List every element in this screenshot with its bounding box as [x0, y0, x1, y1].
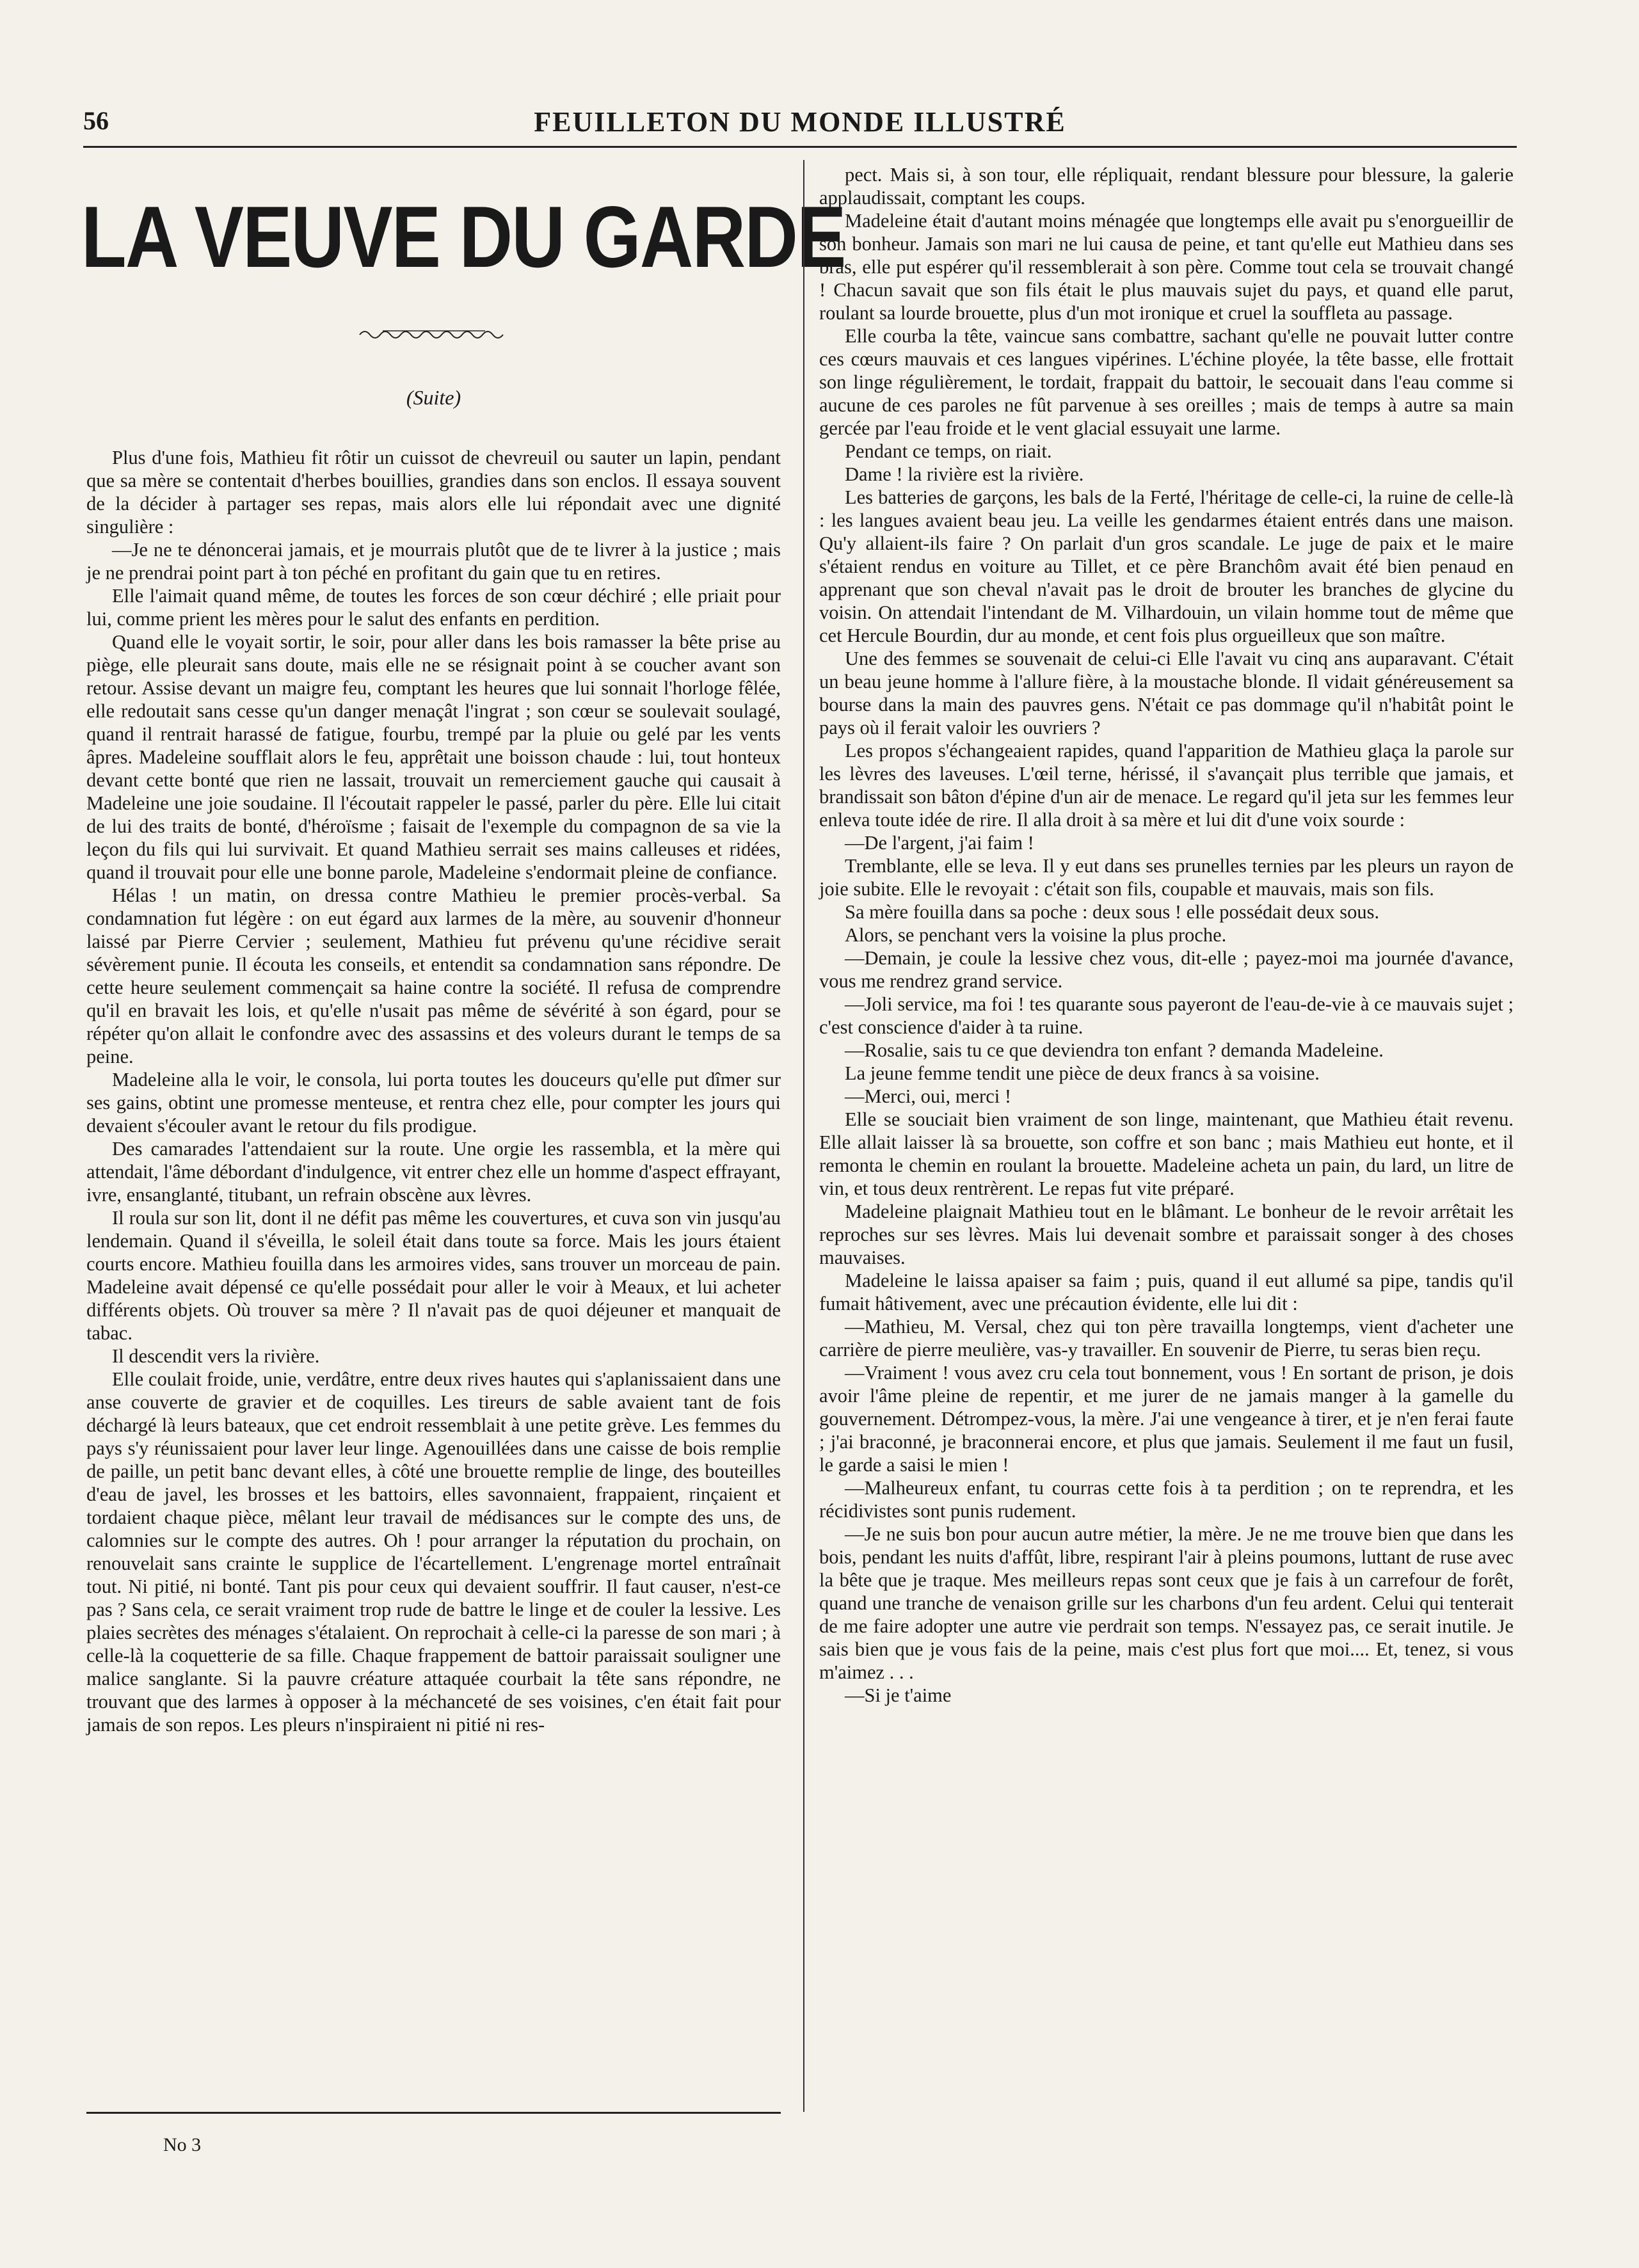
paragraph: Il descendit vers la rivière. — [112, 1345, 320, 1367]
story-title: LA VEUVE DU GARDE — [81, 188, 845, 285]
paragraph: —Mathieu, M. Versal, chez qui ton père travailla longtemps, vient d'acheter une carrière de pierre meulière, vas-y travailler. En souvenir de Pierre, tu seras bien reçu. — [819, 1316, 1514, 1361]
paragraph: Sa mère fouilla dans sa poche : deux sous ! elle possédait deux sous. — [845, 901, 1380, 923]
paragraph: —Vraiment ! vous avez cru cela tout bonnement, vous ! En sortant de prison, je dois avoir l'âme pleine de repentir, et me jurer de ne jamais manger à la gamelle du gouvernement. Détrompez-vous, la mère. J'ai une vengeance à tirer, et je n'en ferai faute ; j'ai braconné, je braconnerai encore, et plus que jamais. Seulement il me faut un fusil, le garde a saisi le mien ! — [819, 1362, 1514, 1476]
paragraph: Hélas ! un matin, on dressa contre Mathieu le premier procès-verbal. Sa condamnation fut légère : on eut égard aux larmes de la mère, au souvenir d'honneur laissé par Pierre Cervier ; seulement, Mathieu fut prévenu qu'une récidive serait sévèrement punie. Il écouta les conseils, et entendit sa condamnation sans répondre. De cette heure seulement commençait sa haine contre la société. Il refusa de comprendre qu'il en bravait les lois, et qu'elle n'usait pas même de sévérité à son égard, pour se répéter qu'on allait le confondre avec des assassins et des voleurs durant le temps de sa peine. — [86, 884, 781, 1067]
paragraph: Des camarades l'attendaient sur la route. Une orgie les rassembla, et la mère qui attendait, l'âme débordant d'indulgence, vit entrer chez elle un homme d'aspect effrayant, ivre, ensanglanté, titubant, un refrain obscène aux lèvres. — [86, 1138, 781, 1206]
paragraph: —De l'argent, j'ai faim ! — [845, 832, 1034, 854]
paragraph: —Si je t'aime — [845, 1684, 952, 1706]
paragraph: Madeleine le laissa apaiser sa faim ; puis, quand il eut allumé sa pipe, tandis qu'il fumait hâtivement, avec une précaution évidente, elle lui dit : — [819, 1270, 1514, 1314]
page-header — [83, 106, 1517, 144]
paragraph: —Demain, je coule la lessive chez vous, dit-elle ; payez-moi ma journée d'avance, vous me rendrez grand service. — [819, 947, 1514, 992]
paragraph: —Merci, oui, merci ! — [845, 1085, 1012, 1107]
paragraph: Quand elle le voyait sortir, le soir, pour aller dans les bois ramasser la bête prise au piège, elle pleurait sans doute, mais elle ne se résignait point à se coucher avant son retour. Assise devant un maigre feu, comptant les heures que lui sonnait l'horloge fêlée, elle redoutait sans cesse qu'un danger menaçât l'ingrat ; son cœur se soulevait soulagé, quand il rentrait harassé de fatigue, fourbu, trempé par la pluie ou gelé par les vents âpres. Madeleine soufflait alors le feu, apprêtait une boisson chaude : lui, tout honteux devant cette bonté que rien ne lassait, trouvait un remerciement gauche qui causait à Madeleine une joie soudaine. Il l'écoutait rappeler le passé, parler du père. Elle lui citait de lui des traits de bonté, d'héroïsme ; faisait de l'exemple du compagnon de sa vie la leçon du fils qui lui survivait. Et quand Mathieu serrait ses mains calleuses et ridées, quand il trouvait pour elle une bonne parole, Madeleine s'endormait pleine de confiance. — [86, 631, 781, 883]
paragraph: Plus d'une fois, Mathieu fit rôtir un cuissot de chevreuil ou sauter un lapin, pendant que sa mère se contentait d'herbes bouillies, grandies dans son enclos. Il essaya souvent de la décider à partager ses repas, mais alors elle lui répondait avec une dignité singulière : — [86, 447, 781, 538]
header-rule — [83, 146, 1517, 148]
paragraph: Pendant ce temps, on riait. — [845, 440, 1052, 462]
paragraph: Il roula sur son lit, dont il ne défit pas même les couvertures, et cuva son vin jusqu'au lendemain. Quand il s'éveilla, le soleil était dans toute sa force. Mais les jours étaient courts encore. Mathieu fouilla dans les armoires vides, sans trouver un morceau de pain. Madeleine avait dépensé ce qu'elle possédait pour aller le voir à Meaux, et lui acheter différents objets. Où trouver sa mère ? Il n'avait pas de quoi déjeuner et manquait de tabac. — [86, 1207, 781, 1344]
right-column-body — [819, 163, 1514, 1707]
paragraph: —Joli service, ma foi ! tes quarante sous payeront de l'eau-de-vie à ce mauvais sujet ; c'est conscience d'aider à ta ruine. — [819, 993, 1514, 1038]
paragraph: La jeune femme tendit une pièce de deux francs à sa voisine. — [845, 1062, 1320, 1084]
page-number: 56 — [83, 106, 109, 135]
paragraph: Tremblante, elle se leva. Il y eut dans ses prunelles ternies par les pleurs un rayon de joie subite. Elle le revoyait : c'était son fils, coupable et mauvais, mais son fils. — [819, 855, 1514, 900]
paragraph: Elle se souciait bien vraiment de son linge, maintenant, que Mathieu était revenu. Elle allait laisser là sa brouette, son coffre et son banc ; mais Mathieu eut honte, et il remonta le chemin en roulant la brouette. Madeleine acheta un pain, du lard, un litre de vin, et tous deux rentrèrent. Le repas fut vite préparé. — [819, 1108, 1514, 1199]
paragraph: —Rosalie, sais tu ce que deviendra ton enfant ? demanda Madeleine. — [845, 1039, 1384, 1061]
paragraph: pect. Mais si, à son tour, elle répliquait, rendant blessure pour blessure, la galerie applaudissait, comptant les coups. — [819, 164, 1514, 209]
paragraph: Madeleine était d'autant moins ménagée que longtemps elle avait pu s'enorgueillir de son bonheur. Jamais son mari ne lui causa de peine, et tant qu'elle eut Mathieu dans ses bras, elle put espérer qu'il ressemblerait à son père. Comme tout cela se trouvait changé ! Chacun savait que son fils était le plus mauvais sujet du pays, et quand elle parut, roulant sa lourde brouette, plus d'un mot ironique et cruel la souffleta au passage. — [819, 210, 1514, 324]
running-title: FEUILLETON DU MONDE ILLUSTRÉ — [534, 106, 1066, 138]
paragraph: —Je ne te dénoncerai jamais, et je mourrais plutôt que de te livrer à la justice ; mais je ne prendrai point part à ton péché en profitant du gain que tu en retires. — [86, 539, 781, 584]
paragraph: —Je ne suis bon pour aucun autre métier, la mère. Je ne me trouve bien que dans les bois, pendant les nuits d'affût, libre, respirant l'air à pleins poumons, luttant de ruse avec la bête que je traque. Mes meilleurs repas sont ceux que je fais à un carrefour de forêt, quand une tranche de venaison grille sur les charbons d'un feu ardent. Celui qui tenterait de me faire adopter une autre vie perdrait son temps. N'essayez pas, ce serait inutile. Je sais bien que je vous fais de la peine, mais c'est plus fort que moi.... Et, tenez, si vous m'aimez . . . — [819, 1523, 1514, 1683]
left-column — [81, 163, 845, 1736]
paragraph: Une des femmes se souvenait de celui-ci Elle l'avait vu cinq ans auparavant. C'était un beau jeune homme à l'allure fière, à la moustache blonde. Il vidait généreusement sa bourse dans la main des pauvres gens. N'était ce pas dommage qu'il n'habitât point le pays où il ferait valoir les ouvriers ? — [819, 648, 1514, 739]
continued-label: (Suite) — [406, 386, 461, 409]
column-divider — [803, 160, 804, 2112]
ornamental-flourish — [357, 323, 511, 340]
paragraph: Elle courba la tête, vaincue sans combattre, sachant qu'elle ne pouvait lutter contre ces cœurs mauvais et ces langues vipérines. L'échine ployée, la tête basse, elle frottait son linge régulièrement, le tordait, frappait du battoir, le secouait dans l'eau comme si aucune de ces paroles ne fût parvenue à ses oreilles ; mais de temps à autre sa main gercée par l'eau froide et le vent glacial essuyait une larme. — [819, 325, 1514, 439]
footer-rule — [86, 2112, 781, 2114]
paragraph: Les batteries de garçons, les bals de la Ferté, l'héritage de celle-ci, la ruine de celle-là : les langues avaient beau jeu. La veille les gendarmes étaient entrés dans une maison. Qu'y allaient-ils faire ? On parlait d'un gros scandale. Le juge de paix et le maire s'étaient rendus en voiture au Tillet, et ce père Branchôm avait été bien penaud en apprenant que son cheval n'avait pas le droit de brouter les branches de glycine du voisin. On attendait l'intendant de M. Vilhardouin, un vilain homme tout de même que cet Hercule Bourdin, dur au monde, et cent fois plus orgueilleux que son maître. — [819, 486, 1514, 646]
left-column-body — [86, 446, 781, 1736]
paragraph: Madeleine plaignait Mathieu tout en le blâmant. Le bonheur de le revoir arrêtait les reproches sur ses lèvres. Mais lui devenait sombre et paraissait songer à des choses mauvaises. — [819, 1201, 1514, 1268]
paragraph: Elle coulait froide, unie, verdâtre, entre deux rives hautes qui s'aplanissaient dans une anse couverte de gravier et de coquilles. Les tireurs de sable avaient tant de fois déchargé là leurs bateaux, que cet endroit ressemblait à une petite grève. Les femmes du pays s'y réunissaient pour laver leur linge. Agenouillées dans une caisse de bois remplie de paille, un petit banc devant elles, à côté une brouette remplie de linge, des bouteilles d'eau de javel, les brosses et les battoirs, elles savonnaient, frappaient, rinçaient et tordaient chaque pièce, mêlant leur travail de médisances sur le compte des uns, de calomnies sur le compte des autres. Oh ! pour arranger la réputation du prochain, on renouvelait sans crainte le supplice de l'écartellement. L'engrenage mortel entraînait tout. Ni pitié, ni bonté. Tant pis pour ceux qui devaient souffrir. Il faut causer, n'est-ce pas ? Sans cela, ce serait vraiment trop rude de battre le linge et de couler la lessive. Les plaies secrètes des ménages s'étalaient. On reprochait à celle-ci la paresse de son mari ; à celle-là la coquetterie de sa fille. Chaque frappement de battoir paraissait souligner une malice sanglante. Si la pauvre créature attaquée courbait la tête sans répondre, ne trouvant que des larmes à opposer à la méchanceté de ses voisines, c'en était fait pour jamais de son repos. Les pleurs n'inspiraient ni pitié ni res- — [86, 1368, 781, 1736]
right-column — [819, 163, 1514, 1707]
paragraph: Madeleine alla le voir, le consola, lui porta toutes les douceurs qu'elle put dîmer sur ses gains, obtint une promesse menteuse, et rentra chez elle, pour compter les jours qui devaient s'écouler avant le retour du fils prodigue. — [86, 1069, 781, 1137]
paragraph: Dame ! la rivière est la rivière. — [845, 463, 1084, 485]
paragraph: Alors, se penchant vers la voisine la plus proche. — [845, 924, 1227, 946]
paragraph: Elle l'aimait quand même, de toutes les forces de son cœur déchiré ; elle priait pour lui, comme prient les mères pour le salut des enfants en perdition. — [86, 585, 781, 630]
paragraph: Les propos s'échangeaient rapides, quand l'apparition de Mathieu glaça la parole sur les lèvres des laveuses. L'œil terne, hérissé, il s'avançait plus terrible que jamais, et brandissait son bâton d'épine d'un air de menace. Le regard qu'il jeta sur les femmes leur enleva toute idée de rire. Il alla droit à sa mère et lui dit d'une voix sourde : — [819, 740, 1514, 831]
paragraph: —Malheureux enfant, tu courras cette fois à ta perdition ; on te reprendra, et les récidivistes sont punis rudement. — [819, 1477, 1514, 1522]
issue-mark: No 3 — [163, 2134, 202, 2155]
